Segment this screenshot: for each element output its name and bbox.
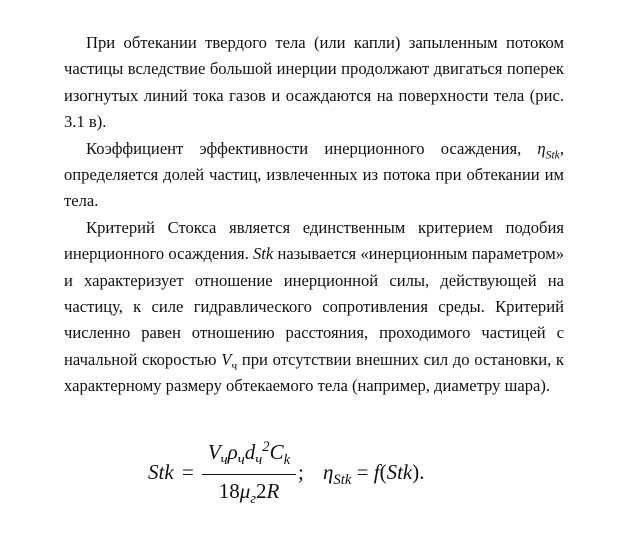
body-text <box>64 30 564 400</box>
rhs-open-paren: ( <box>379 460 387 484</box>
num-c: C <box>269 440 284 464</box>
rhs-stk: Stk <box>386 460 413 484</box>
rhs-f: f <box>373 460 380 484</box>
paragraph-2-text-b: , определяется долей частиц, извлеченных из потока при обтекании им тела. <box>64 138 564 211</box>
fraction-bar <box>202 474 296 475</box>
den-2: 2 <box>255 479 267 503</box>
subscript-stk: Stk <box>545 147 560 161</box>
den-mu: μ <box>239 479 251 503</box>
num-v-sub: ч <box>220 452 228 469</box>
formula-equals: = <box>182 460 194 484</box>
stokes-formula <box>148 438 568 514</box>
formula-lhs: Stk <box>148 460 174 484</box>
paragraph-3-text-a: Критерий Стокса является единственным критерием подобия инерционного осаждения. <box>64 217 564 264</box>
symbol-velocity: V <box>221 349 232 369</box>
paragraph-3-text-b: называется «инерционным параметром» и характеризует отношение инерционной силы, действующей на частицу, к силе гидравлического сопротивления среды. Критерий численно равен отношению расстояния, проходимого частицей с начальной скоростью <box>64 244 564 369</box>
den-r: R <box>266 479 280 503</box>
rhs-close-paren: ). <box>412 460 425 484</box>
den-mu-sub: г <box>250 491 256 508</box>
formula-rhs <box>323 460 425 489</box>
symbol-stk: Stk <box>253 244 274 264</box>
paragraph-3-text-c: при отсутствии внешних сил до остановки, к характерному размеру обтекаемого тела (например, диаметру шара). <box>64 349 564 396</box>
rhs-equals: = <box>351 460 374 484</box>
den-18: 18 <box>218 479 240 503</box>
num-d: d <box>244 440 256 464</box>
rhs-eta-sub: Stk <box>333 472 352 489</box>
formula-numerator <box>202 439 296 469</box>
paragraph-3 <box>64 215 564 400</box>
num-rho-sub: ч <box>237 452 245 469</box>
num-v: V <box>207 440 221 464</box>
formula-denominator <box>202 479 296 508</box>
paragraph-2 <box>64 136 564 215</box>
formula-fraction <box>202 438 296 514</box>
num-d-sup: 2 <box>262 439 270 455</box>
symbol-eta: η <box>537 138 546 158</box>
paragraph-1-text: При обтекании твердого тела (или капли) запыленным потоком частицы вследствие большой инерции продолжают двигаться поперек изогнутых линий тока газов и осаждаются на поверхности тела (рис. 3.1 в). <box>64 33 564 132</box>
formula-separator: ; <box>298 460 304 484</box>
paragraph-2-text-a: Коэффициент эффективности инерционного осаждения, <box>86 138 538 158</box>
num-c-sub: k <box>283 452 291 469</box>
num-d-sub: ч <box>255 452 263 469</box>
rhs-eta: η <box>323 460 334 484</box>
num-rho: ρ <box>227 440 238 464</box>
paragraph-1 <box>64 30 564 136</box>
subscript-ch: ч <box>231 359 238 373</box>
